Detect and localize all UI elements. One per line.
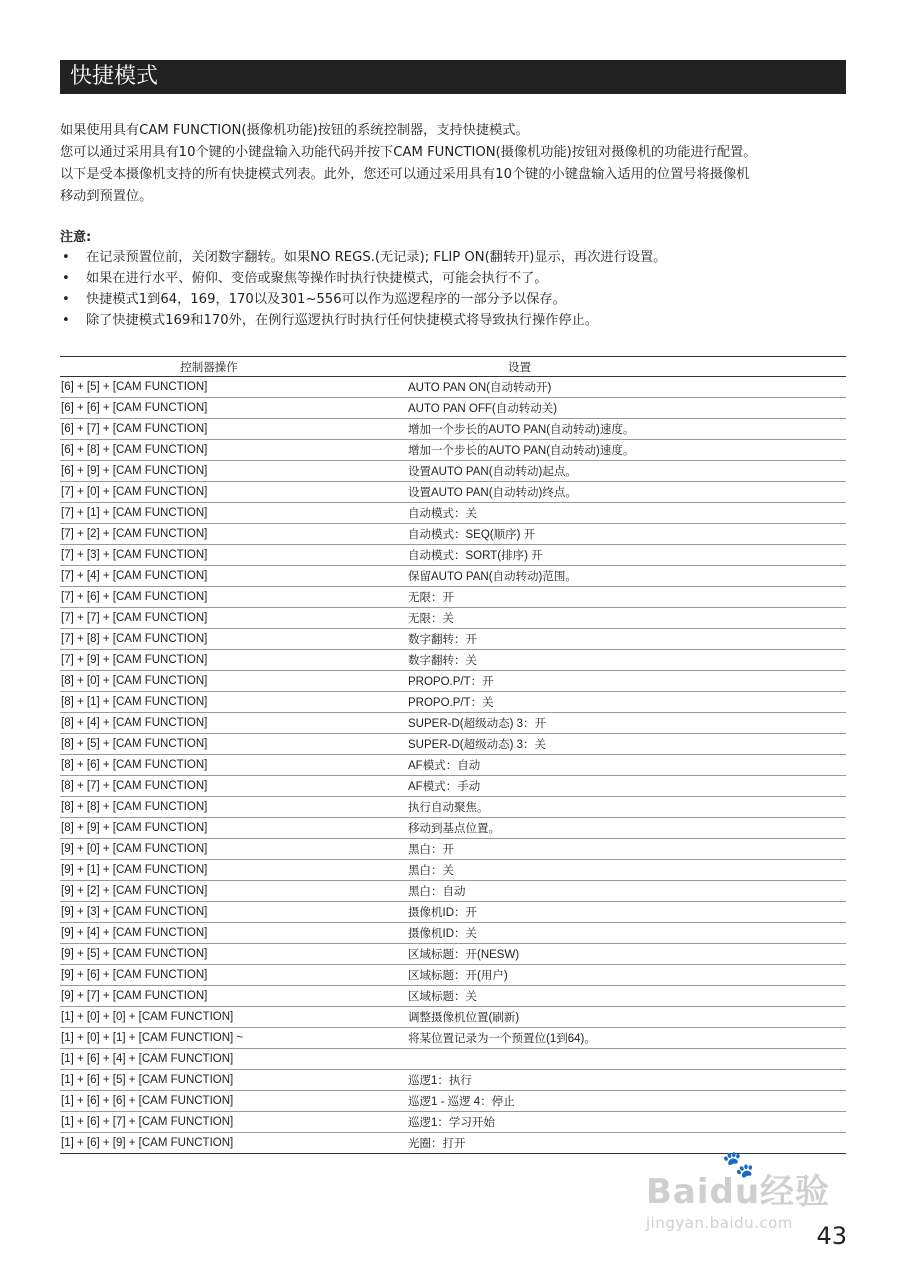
operation-cell: [9] + [7] + [CAM FUNCTION] <box>60 986 408 1007</box>
note-heading: 注意: <box>60 230 92 245</box>
operation-cell: [9] + [3] + [CAM FUNCTION] <box>60 902 408 923</box>
watermark-logo: Baidu经验 <box>646 1172 831 1212</box>
operation-cell: [7] + [4] + [CAM FUNCTION] <box>60 566 408 587</box>
note-text: 如果在进行水平、俯仰、变倍或聚焦等操作时执行快捷模式，可能会执行不了。 <box>86 271 548 286</box>
setting-cell: 无限：关 <box>408 608 846 629</box>
operation-cell: [8] + [9] + [CAM FUNCTION] <box>60 818 408 839</box>
paw-icon: 🐾 <box>722 1150 755 1180</box>
setting-cell: 自动模式：关 <box>408 503 846 524</box>
setting-cell: 黑白：关 <box>408 860 846 881</box>
operation-cell: [1] + [0] + [0] + [CAM FUNCTION] <box>60 1007 408 1028</box>
setting-cell: 数字翻转：开 <box>408 629 846 650</box>
table-row <box>60 671 846 692</box>
operation-cell: [1] + [6] + [5] + [CAM FUNCTION] <box>60 1070 408 1091</box>
setting-cell: 调整摄像机位置(刷新) <box>408 1007 846 1028</box>
operation-cell: [6] + [9] + [CAM FUNCTION] <box>60 461 408 482</box>
table-row <box>60 839 846 860</box>
operation-cell: [8] + [7] + [CAM FUNCTION] <box>60 776 408 797</box>
setting-cell: 自动模式：SEQ(顺序) 开 <box>408 524 846 545</box>
setting-cell: 增加一个步长的AUTO PAN(自动转动)速度。 <box>408 440 846 461</box>
note-item <box>60 268 850 289</box>
table-row <box>60 1007 846 1028</box>
setting-cell: 巡逻1：学习开始 <box>408 1112 846 1133</box>
operation-cell: [6] + [5] + [CAM FUNCTION] <box>60 377 408 398</box>
setting-cell: 保留AUTO PAN(自动转动)范围。 <box>408 566 846 587</box>
table-row <box>60 692 846 713</box>
setting-cell: 执行自动聚焦。 <box>408 797 846 818</box>
setting-cell: 区域标题：关 <box>408 986 846 1007</box>
operation-cell: [7] + [8] + [CAM FUNCTION] <box>60 629 408 650</box>
column-header-setting: 设置 <box>408 357 846 377</box>
note-text: 在记录预置位前，关闭数字翻转。如果NO REGS.(无记录); FLIP ON(翻转开)显示，再次进行设置。 <box>86 250 667 265</box>
table-row <box>60 713 846 734</box>
table-row <box>60 881 846 902</box>
setting-cell: 巡逻1 - 巡逻 4：停止 <box>408 1091 846 1112</box>
setting-cell: SUPER-D(超级动态) 3：关 <box>408 734 846 755</box>
intro-paragraph <box>60 120 850 208</box>
operation-cell: [6] + [6] + [CAM FUNCTION] <box>60 398 408 419</box>
table-row <box>60 1049 846 1070</box>
operation-cell: [6] + [7] + [CAM FUNCTION] <box>60 419 408 440</box>
table-row <box>60 587 846 608</box>
bullet-icon: • <box>62 250 70 265</box>
operation-cell: [8] + [4] + [CAM FUNCTION] <box>60 713 408 734</box>
setting-cell: 区域标题：开(NESW) <box>408 944 846 965</box>
operation-cell: [7] + [7] + [CAM FUNCTION] <box>60 608 408 629</box>
setting-cell <box>408 1049 846 1070</box>
operation-cell: [9] + [5] + [CAM FUNCTION] <box>60 944 408 965</box>
table-row <box>60 1112 846 1133</box>
quick-mode-table <box>60 356 846 1154</box>
operation-cell: [6] + [8] + [CAM FUNCTION] <box>60 440 408 461</box>
table-row <box>60 545 846 566</box>
table-row <box>60 1070 846 1091</box>
note-item <box>60 247 850 268</box>
table-row <box>60 482 846 503</box>
table-row <box>60 377 846 398</box>
table-body <box>60 377 846 1154</box>
setting-cell: 自动模式：SORT(排序) 开 <box>408 545 846 566</box>
table-row <box>60 440 846 461</box>
table-row <box>60 461 846 482</box>
setting-cell: AF模式：手动 <box>408 776 846 797</box>
table-row <box>60 524 846 545</box>
table-row <box>60 1028 846 1049</box>
operation-cell: [8] + [5] + [CAM FUNCTION] <box>60 734 408 755</box>
setting-cell: 光圈：打开 <box>408 1138 466 1150</box>
table-row <box>60 503 846 524</box>
setting-cell: 增加一个步长的AUTO PAN(自动转动)速度。 <box>408 419 846 440</box>
note-item <box>60 310 850 331</box>
operation-cell: [9] + [1] + [CAM FUNCTION] <box>60 860 408 881</box>
table-row <box>60 608 846 629</box>
table-row <box>60 923 846 944</box>
operation-cell: [9] + [0] + [CAM FUNCTION] <box>60 839 408 860</box>
setting-cell: 摄像机ID：开 <box>408 902 846 923</box>
operation-cell: [8] + [1] + [CAM FUNCTION] <box>60 692 408 713</box>
setting-cell: 摄像机ID：关 <box>408 923 846 944</box>
intro-line: 您可以通过采用具有10个键的小键盘输入功能代码并按下CAM FUNCTION(摄像机功能)按钮对摄像机的功能进行配置。 <box>60 145 757 160</box>
setting-cell: 黑白：开 <box>408 839 846 860</box>
setting-cell: 数字翻转：关 <box>408 650 846 671</box>
page-number: 43 <box>816 1222 847 1250</box>
setting-cell: 无限：开 <box>408 587 846 608</box>
intro-line: 如果使用具有CAM FUNCTION(摄像机功能)按钮的系统控制器，支持快捷模式。 <box>60 123 529 138</box>
setting-cell: AUTO PAN ON(自动转动开) <box>408 377 846 398</box>
operation-cell: [8] + [8] + [CAM FUNCTION] <box>60 797 408 818</box>
operation-cell: [7] + [3] + [CAM FUNCTION] <box>60 545 408 566</box>
setting-cell: 移动到基点位置。 <box>408 818 846 839</box>
setting-cell: PROPO.P/T：关 <box>408 692 846 713</box>
section-title: 快捷模式 <box>60 60 846 94</box>
setting-cell: PROPO.P/T：开 <box>408 671 846 692</box>
note-list <box>60 247 850 331</box>
baidu-watermark <box>636 1150 846 1232</box>
intro-line: 移动到预置位。 <box>60 189 153 204</box>
operation-cell: [7] + [1] + [CAM FUNCTION] <box>60 503 408 524</box>
column-header-operation: 控制器操作 <box>60 357 408 377</box>
table-row <box>60 419 846 440</box>
operation-cell: [7] + [0] + [CAM FUNCTION] <box>60 482 408 503</box>
table-row <box>60 860 846 881</box>
table-row <box>60 755 846 776</box>
setting-cell: 设置AUTO PAN(自动转动)起点。 <box>408 461 846 482</box>
operation-cell: [7] + [2] + [CAM FUNCTION] <box>60 524 408 545</box>
table-row <box>60 902 846 923</box>
operation-cell: [8] + [0] + [CAM FUNCTION] <box>60 671 408 692</box>
note-text: 除了快捷模式169和170外，在例行巡逻执行时执行任何快捷模式将导致执行操作停止。 <box>86 313 598 328</box>
intro-line: 以下是受本摄像机支持的所有快捷模式列表。此外，您还可以通过采用具有10个键的小键盘输入适用的位置号将摄像机 <box>60 167 750 182</box>
setting-cell: 黑白：自动 <box>408 881 846 902</box>
note-text: 快捷模式1到64，169，170以及301~556可以作为巡逻程序的一部分予以保存。 <box>86 292 566 307</box>
table-row <box>60 734 846 755</box>
table-row <box>60 1091 846 1112</box>
operation-cell: [9] + [2] + [CAM FUNCTION] <box>60 881 408 902</box>
operation-cell: [9] + [4] + [CAM FUNCTION] <box>60 923 408 944</box>
operation-cell: [8] + [6] + [CAM FUNCTION] <box>60 755 408 776</box>
operation-cell: [9] + [6] + [CAM FUNCTION] <box>60 965 408 986</box>
setting-cell: SUPER-D(超级动态) 3：开 <box>408 713 846 734</box>
table-row <box>60 650 846 671</box>
table-row <box>60 398 846 419</box>
table-row <box>60 566 846 587</box>
table-header-row <box>60 357 846 377</box>
table-row <box>60 797 846 818</box>
table-row <box>60 818 846 839</box>
bullet-icon: • <box>62 271 70 286</box>
setting-cell: 设置AUTO PAN(自动转动)终点。 <box>408 482 846 503</box>
watermark-url: jingyan.baidu.com <box>646 1214 793 1232</box>
operation-cell: [1] + [0] + [1] + [CAM FUNCTION] ~ <box>60 1028 408 1049</box>
table-row <box>60 629 846 650</box>
table-row <box>60 944 846 965</box>
note-item <box>60 289 850 310</box>
operation-cell: [7] + [9] + [CAM FUNCTION] <box>60 650 408 671</box>
setting-cell: 区域标题：开(用户) <box>408 965 846 986</box>
operation-cell: [7] + [6] + [CAM FUNCTION] <box>60 587 408 608</box>
setting-cell: AUTO PAN OFF(自动转动关) <box>408 398 846 419</box>
setting-cell: 将某位置记录为一个预置位(1到64)。 <box>408 1028 846 1049</box>
table-row <box>60 986 846 1007</box>
bullet-icon: • <box>62 313 70 328</box>
operation-cell: [1] + [6] + [9] + [CAM FUNCTION] <box>61 1137 234 1149</box>
setting-cell: AF模式：自动 <box>408 755 846 776</box>
operation-cell: [1] + [6] + [4] + [CAM FUNCTION] <box>60 1049 408 1070</box>
bullet-icon: • <box>62 292 70 307</box>
setting-cell: 巡逻1：执行 <box>408 1070 846 1091</box>
table-row <box>60 965 846 986</box>
table-row <box>60 776 846 797</box>
operation-cell: [1] + [6] + [6] + [CAM FUNCTION] <box>60 1091 408 1112</box>
operation-cell: [1] + [6] + [7] + [CAM FUNCTION] <box>60 1112 408 1133</box>
